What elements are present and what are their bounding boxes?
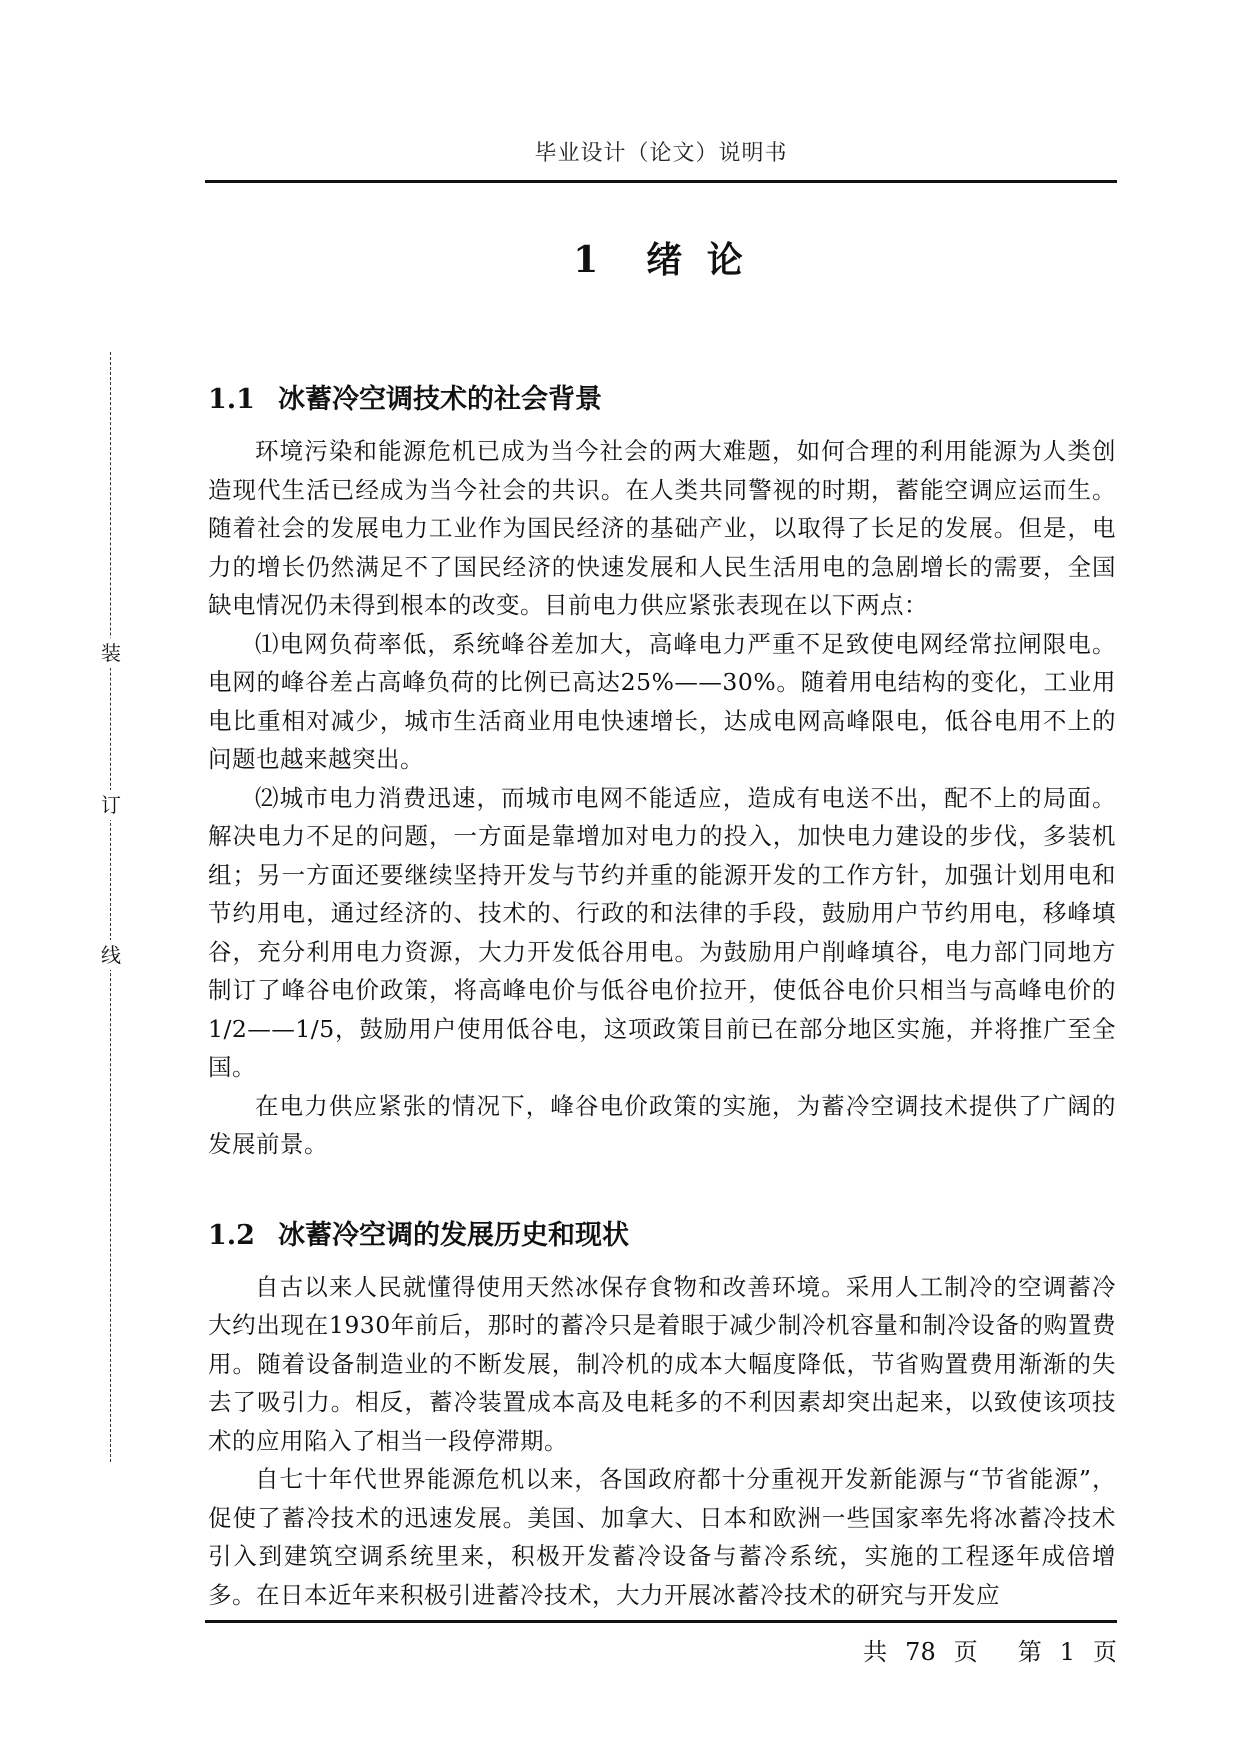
header-rule xyxy=(205,180,1117,183)
body-content xyxy=(208,380,1116,1614)
section-title: 冰蓄冷空调的发展历史和现状 xyxy=(278,1219,629,1251)
binding-mark-zhuang: 装 xyxy=(99,638,123,668)
footer-page-suffix: 页 xyxy=(1093,1638,1117,1666)
footer-total-pages: 78 xyxy=(905,1638,936,1666)
footer-page-prefix: 第 xyxy=(1017,1638,1042,1666)
footer-total-prefix: 共 xyxy=(863,1638,888,1666)
paragraph: 环境污染和能源危机已成为当今社会的两大难题，如何合理的利用能源为人类创造现代生活已经成为当今社会的共识。在人类共同警视的时期，蓄能空调应运而生。随着社会的发展电力工业作为国民经济的基础产业，以取得了长足的发展。但是，电力的增长仍然满足不了国民经济的快速发展和人民生活用电的急剧增长的需要，全国缺电情况仍未得到根本的改变。目前电力供应紧张表现在以下两点： xyxy=(208,437,1116,619)
chapter-title: 1 绪 论 xyxy=(573,239,749,281)
binding-mark-ding: 订 xyxy=(99,790,123,820)
footer-page-number: 1 xyxy=(1059,1638,1075,1666)
paragraph: ⑵城市电力消费迅速，而城市电网不能适应，造成有电送不出，配不上的局面。解决电力不足的问题，一方面是靠增加对电力的投入，加快电力建设的步伐，多装机组；另一方面还要继续坚持开发与节约并重的能源开发的工作方针，加强计划用电和节约用电，通过经济的、技术的、行政的和法律的手段，鼓励用户节约用电，移峰填谷，充分利用电力资源，大力开发低谷用电。为鼓励用户削峰填谷，电力部门同地方制订了峰谷电价政策，将高峰电价与低谷电价拉开，使低谷电价只相当与高峰电价的1/2——1/5，鼓励用户使用低谷电，这项政策目前已在部分地区实施，并将推广至全国。 xyxy=(208,783,1116,1081)
section-heading-1-2 xyxy=(208,1216,1116,1256)
paragraph: 在电力供应紧张的情况下，峰谷电价政策的实施，为蓄冷空调技术提供了广阔的发展前景。 xyxy=(208,1091,1116,1158)
paragraph: ⑴电网负荷率低，系统峰谷差加大，高峰电力严重不足致使电网经常拉闸限电。电网的峰谷差占高峰负荷的比例已高达25%——30%。随着用电结构的变化，工业用电比重相对减少，城市生活商业用电快速增长，达成电网高峰限电，低谷电用不上的问题也越来越突出。 xyxy=(208,629,1116,773)
section-heading-1-1 xyxy=(208,380,1116,420)
binding-dashed-line xyxy=(110,352,111,1462)
footer-rule xyxy=(205,1620,1117,1623)
running-header: 毕业设计（论文）说明书 xyxy=(534,141,788,166)
footer-total-suffix: 页 xyxy=(953,1638,978,1666)
section-number: 1.2 xyxy=(208,1219,255,1251)
paragraph: 自七十年代世界能源危机以来，各国政府都十分重视开发新能源与“节省能源”，促使了蓄冷技术的迅速发展。美国、加拿大、日本和欧洲一些国家率先将冰蓄冷技术引入到建筑空调系统里来，积极开发蓄冷设备与蓄冷系统，实施的工程逐年成倍增多。在日本近年来积极引进蓄冷技术，大力开展冰蓄冷技术的研究与开发应 xyxy=(208,1465,1116,1609)
page-footer xyxy=(845,1632,1117,1667)
section-number: 1.1 xyxy=(208,384,255,415)
section-title: 冰蓄冷空调技术的社会背景 xyxy=(278,384,602,415)
paragraph: 自古以来人民就懂得使用天然冰保存食物和改善环境。采用人工制冷的空调蓄冷大约出现在1930年前后，那时的蓄冷只是着眼于减少制冷机容量和制冷设备的购置费用。随着设备制造业的不断发展，制冷机的成本大幅度降低，节省购置费用渐渐的失去了吸引力。相反，蓄冷装置成本高及电耗多的不利因素却突出起来，以致使该项技术的应用陷入了相当一段停滞期。 xyxy=(208,1272,1116,1455)
binding-mark-xian: 线 xyxy=(99,940,123,970)
